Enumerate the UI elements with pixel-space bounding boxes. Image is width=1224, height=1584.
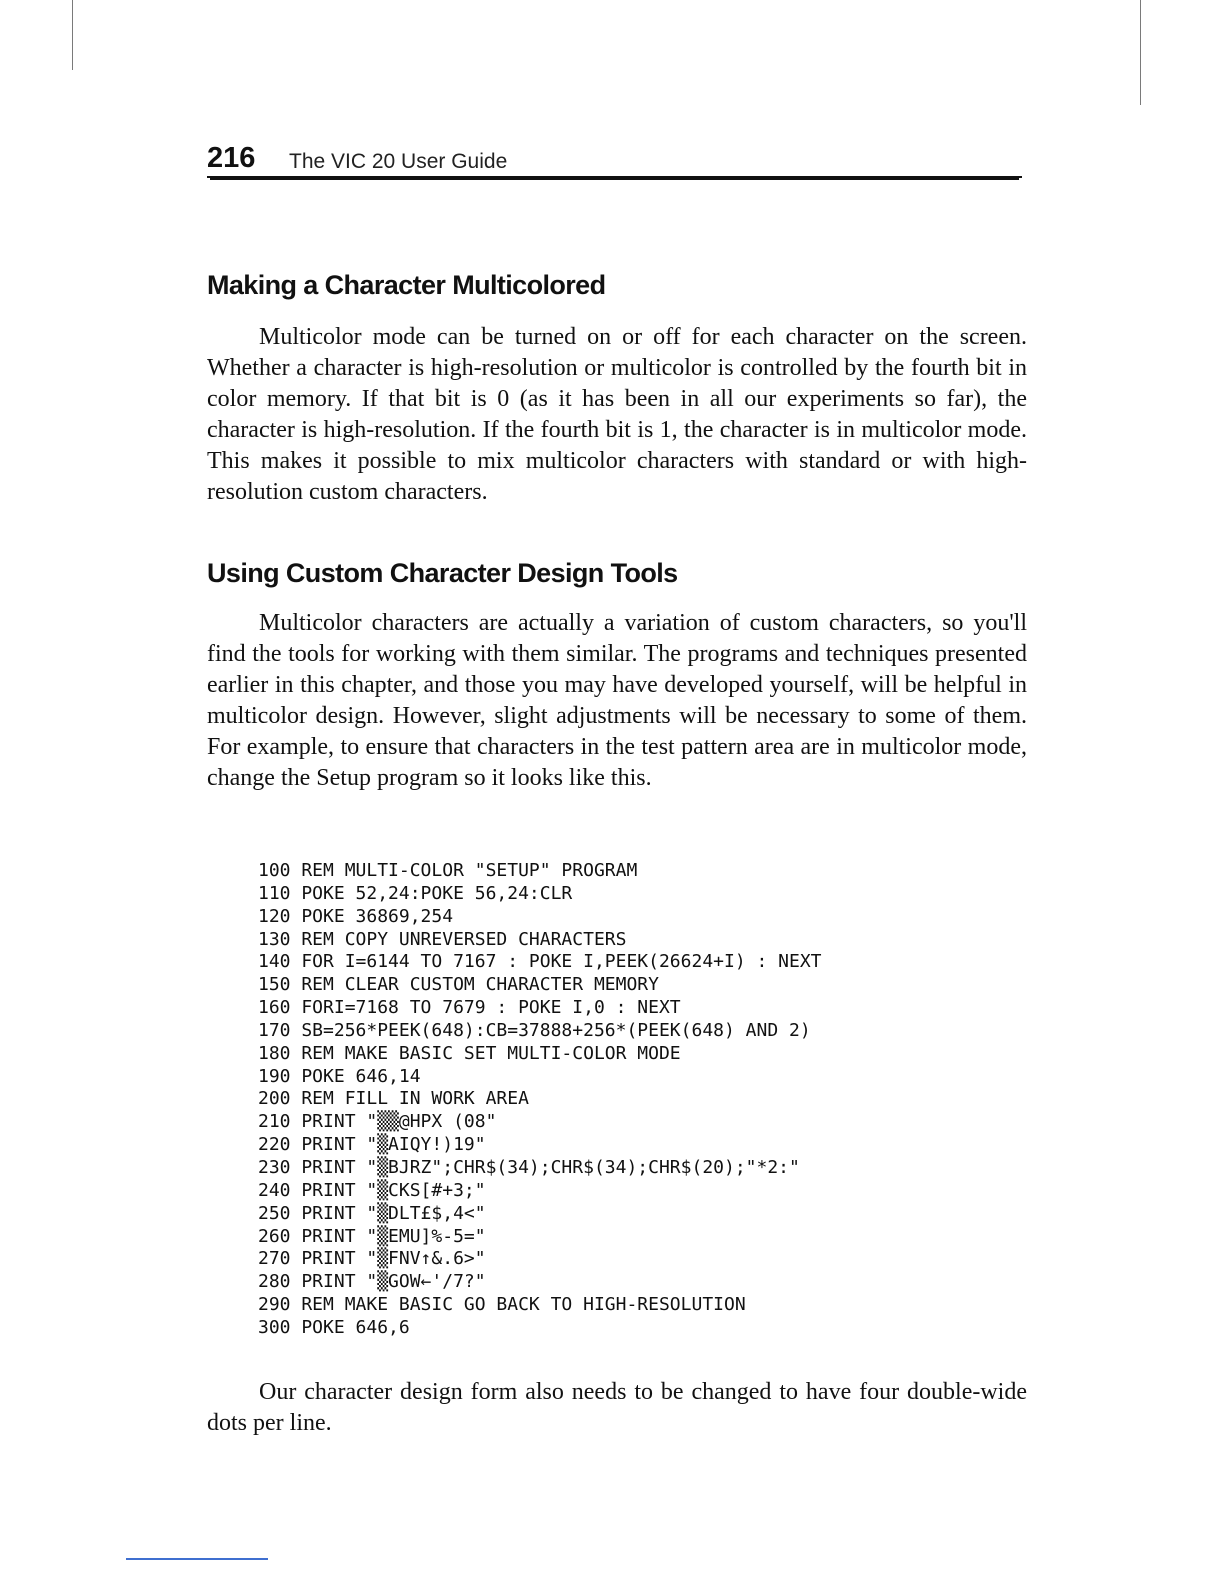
code-line: 250 PRINT "▒DLT£$,4<" <box>258 1202 486 1224</box>
code-line: 140 FOR I=6144 TO 7167 : POKE I,PEEK(26624+I) : NEXT <box>258 951 822 973</box>
page-number: 216 <box>207 142 256 174</box>
page-header <box>207 140 1022 178</box>
code-line: 230 PRINT "▒BJRZ";CHR$(34);CHR$(34);CHR$(20);"*2:" <box>258 1156 800 1178</box>
code-line: 280 PRINT "▒GOW←'/7?" <box>258 1271 486 1293</box>
running-title: The VIC 20 User Guide <box>289 150 508 173</box>
code-line: 100 REM MULTI-COLOR "SETUP" PROGRAM <box>258 860 638 881</box>
section-heading-multicolored: Making a Character Multicolored <box>207 270 606 300</box>
code-line: 130 REM COPY UNREVERSED CHARACTERS <box>258 928 627 950</box>
code-line: 290 REM MAKE BASIC GO BACK TO HIGH-RESOLUTION <box>258 1294 746 1316</box>
code-line: 240 PRINT "▒CKS[#+3;" <box>258 1179 486 1201</box>
code-line: 270 PRINT "▒FNV↑&.6>" <box>258 1248 486 1270</box>
section-heading-design-tools: Using Custom Character Design Tools <box>207 558 678 588</box>
code-line: 200 REM FILL IN WORK AREA <box>258 1088 529 1110</box>
code-line: 110 POKE 52,24:POKE 56,24:CLR <box>258 882 573 904</box>
code-line: 170 SB=256*PEEK(648):CB=37888+256*(PEEK(648) AND 2) <box>258 1019 811 1041</box>
basic-code-listing <box>258 860 822 1340</box>
code-line: 160 FORI=7168 TO 7679 : POKE I,0 : NEXT <box>258 997 681 1019</box>
code-line: 260 PRINT "▒EMU]%-5=" <box>258 1225 486 1247</box>
section-paragraph-multicolored: Multicolor mode can be turned on or off for each character on the screen. Whether a character is high-resolution or multicolor is controlled by the fourth bit in color memory. If that bit is 0 (as it has been in all our experiments so far), the character is high-resolution. If the fourth bit is 1, the character is in multicolor mode. This makes it possible to mix multicolor characters with standard or with high-resolution custom characters. <box>207 324 1027 505</box>
scan-edge-right <box>1140 0 1141 105</box>
code-line: 220 PRINT "▒AIQY!)19" <box>258 1134 486 1156</box>
code-line: 300 POKE 646,6 <box>258 1316 410 1338</box>
footer-rule <box>126 1558 268 1560</box>
code-line: 190 POKE 646,14 <box>258 1065 421 1087</box>
closing-paragraph: Our character design form also needs to be changed to have four double-wide dots per line. <box>207 1379 1027 1436</box>
scan-edge-left <box>72 0 73 70</box>
code-line: 180 REM MAKE BASIC SET MULTI-COLOR MODE <box>258 1042 681 1064</box>
code-line: 150 REM CLEAR CUSTOM CHARACTER MEMORY <box>258 974 659 996</box>
section-paragraph-design-tools: Multicolor characters are actually a variation of custom characters, so you'll find the tools for working with them similar. The programs and techniques presented earlier in this chapter, and those you may have developed yourself, will be helpful in multicolor design. However, slight adjustments will be necessary to some of them. For example, to ensure that characters in the test pattern area are in multicolor mode, change the Setup program so it looks like this. <box>207 610 1027 791</box>
code-line: 120 POKE 36869,254 <box>258 905 454 927</box>
code-line: 210 PRINT "▒▒@HPX (08" <box>258 1111 497 1133</box>
